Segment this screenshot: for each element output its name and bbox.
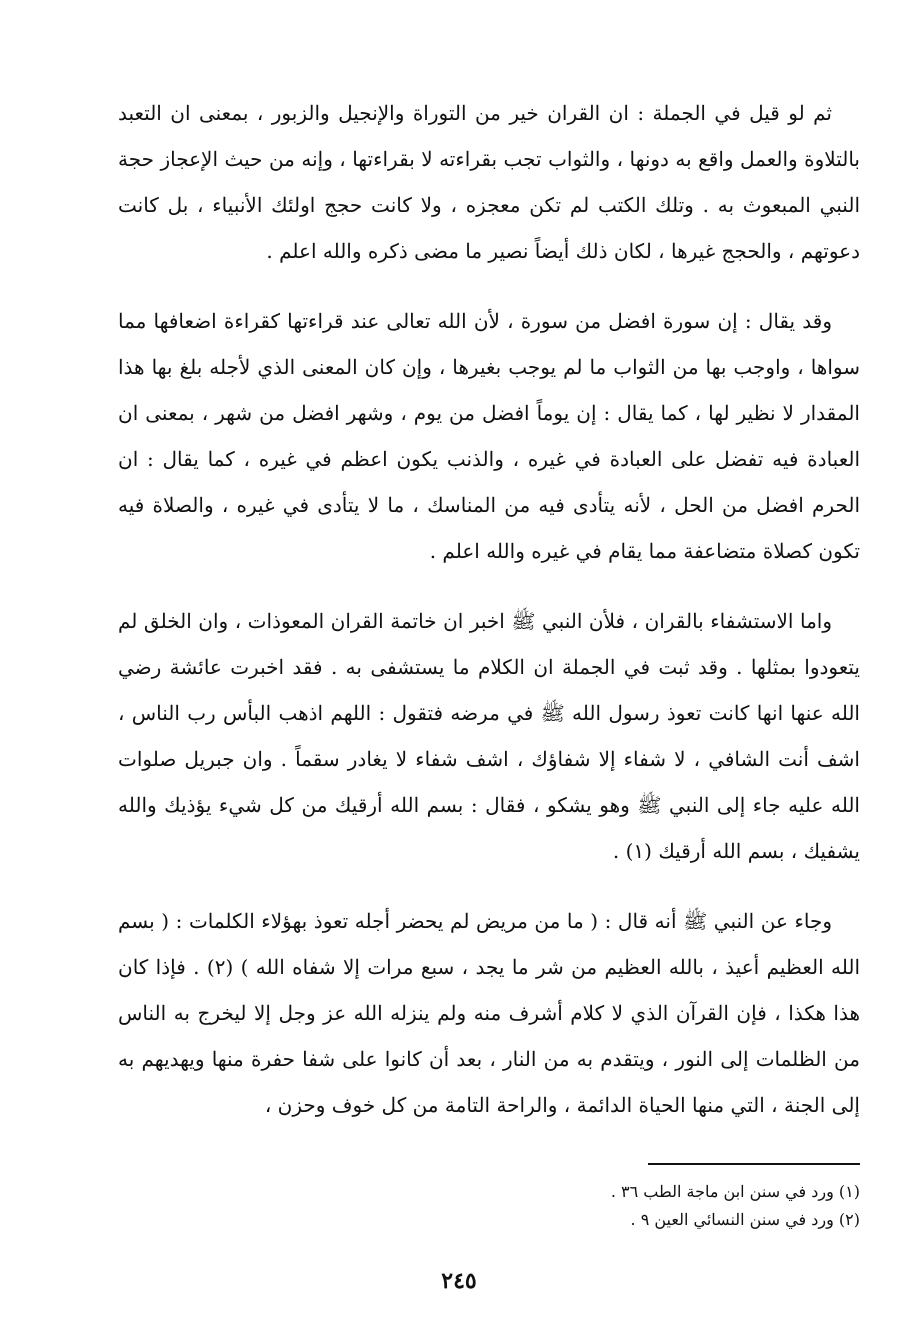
main-text	[118, 90, 860, 1128]
footnotes	[420, 1178, 860, 1234]
paragraph-2: وقد يقال : إن سورة افضل من سورة ، لأن الله تعالى عند قراءتها كقراءة اضعافها مما سواها ، واوجب بها من الثواب ما لم يوجب بغيرها ، وإن كان المعنى الذي لأجله بلغ بها هذا المقدار لا نظير لها ، كما يقال : إن يوماً افضل من يوم ، وشهر افضل من شهر ، بمعنى ان العبادة فيه تفضل على العبادة في غيره ، والذنب يكون اعظم في غيره ، كما يقال : ان الحرم افضل من الحل ، لأنه يتأدى فيه من المناسك ، ما لا يتأدى في غيره ، والصلاة فيه تكون كصلاة متضاعفة مما يقام في غيره والله اعلم .	[118, 309, 861, 563]
paragraph-3: واما الاستشفاء بالقران ، فلأن النبي ﷺ اخبر ان خاتمة القران المعوذات ، وان الخلق لم يتعودوا بمثلها . وقد ثبت في الجملة ان الكلام ما يستشفى به . فقد اخبرت عائشة رضي الله عنها انها كانت تعوذ رسول الله ﷺ في مرضه فتقول : اللهم اذهب البأس رب الناس ، اشف أنت الشافي ، لا شفاء إلا شفاؤك ، اشف شفاء لا يغادر سقماً . وان جبريل صلوات الله عليه جاء إلى النبي ﷺ وهو يشكو ، فقال : بسم الله أرقيك من كل شيء يؤذيك والله يشفيك ، بسم الله أرقيك (١) .	[118, 609, 860, 863]
paragraph-4: وجاء عن النبي ﷺ أنه قال : ( ما من مريض لم يحضر أجله تعوذ بهؤلاء الكلمات : ( بسم الله العظيم أعيذ ، بالله العظيم من شر ما يجد ، سبع مرات إلا شفاه الله ) (٢) . فإذا كان هذا هكذا ، فإن القرآن الذي لا كلام أشرف منه ولم ينزله الله عز وجل إلا ليخرج به الناس من الظلمات إلى النور ، ويتقدم به من النار ، بعد أن كانوا على شفا حفرة منها ويهديهم به إلى الجنة ، التي منها الحياة الدائمة ، والراحة التامة من كل خوف وحزن ،	[118, 909, 861, 1117]
footnote-1: (١) ورد في سنن ابن ماجة الطب ٣٦ .	[610, 1182, 860, 1201]
page-number: ٢٤٥	[441, 1268, 477, 1294]
paragraph-1: ثم لو قيل في الجملة : ان القران خير من التوراة والإنجيل والزبور ، بمعنى ان التعبد بالتلاوة والعمل واقع به دونها ، والثواب تجب بقراءته لا بقراءتها ، وإنه من حيث الإعجاز حجة النبي المبعوث به . وتلك الكتب لم تكن معجزه ، ولا كانت حجج اولئك الأنبياء ، بل كانت دعوتهم ، والحجج غيرها ، لكان ذلك أيضاً نصير ما مضى ذكره والله اعلم .	[118, 101, 860, 263]
footnote-divider	[648, 1163, 860, 1165]
footnote-2: (٢) ورد في سنن النسائي العين ٩ .	[630, 1210, 860, 1229]
